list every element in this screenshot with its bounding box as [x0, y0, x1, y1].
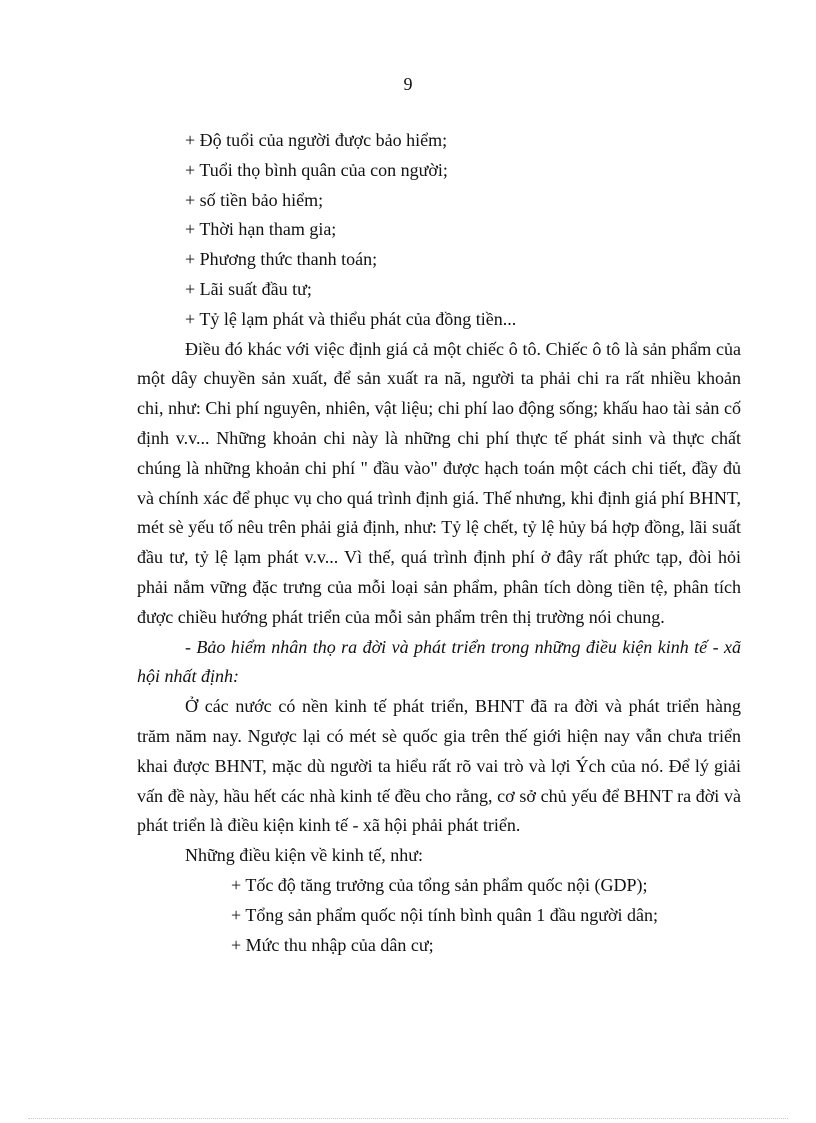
document-body [137, 126, 741, 960]
paragraph: Điều đó khác với việc định giá cả một chiếc ô tô. Chiếc ô tô là sản phẩm của một dây chuyền sản xuất, để sản xuất ra nã, người ta phải chi ra rất nhiều khoản chi, như: Chi phí nguyên, nhiên, vật liệu; chi phí lao động sống; khấu hao tài sản cố định v.v... Những khoản chi này là những chi phí thực tế phát sinh và thực chất chúng là những khoản chi phí " đầu vào" được hạch toán một cách chi tiết, đầy đủ và chính xác để phục vụ cho quá trình định giá. Thế nhưng, khi định giá phí BHNT, mét sè yếu tố nêu trên phải giả định, như: Tỷ lệ chết, tỷ lệ hủy bá hợp đồng, lãi suất đầu tư, tỷ lệ lạm phát v.v... Vì thế, quá trình định phí ở đây rất phức tạp, đòi hỏi phải nắm vững đặc trưng của mỗi loại sản phẩm, phân tích dòng tiền tệ, phân tích được chiều hướng phát triển của mỗi sản phẩm trên thị trường nói chung. [137, 338, 741, 627]
list-item: + Tuổi thọ bình quân của con người; [185, 159, 448, 180]
page-bottom-divider [28, 1118, 788, 1119]
page-number: 9 [403, 74, 413, 94]
list-item: + Lãi suất đầu tư; [185, 278, 312, 299]
list-item: + Phương thức thanh toán; [185, 249, 378, 270]
list-item: + Tổng sản phẩm quốc nội tính bình quân 1 đầu người dân; [231, 904, 659, 925]
list-item: + Tỷ lệ lạm phát và thiểu phát của đồng tiền... [185, 308, 517, 329]
list-item: + số tiền bảo hiểm; [185, 189, 324, 210]
list-item: + Tốc độ tăng trưởng của tổng sản phẩm quốc nội (GDP); [231, 874, 648, 895]
italic-heading: - Bảo hiểm nhân thọ ra đời và phát triển trong những điều kiện kinh tế - xã hội nhất định: [137, 636, 741, 687]
list-item: + Thời hạn tham gia; [185, 219, 337, 240]
paragraph: Những điều kiện về kinh tế, như: [185, 845, 423, 866]
paragraph: Ở các nước có nền kinh tế phát triển, BHNT đã ra đời và phát triển hàng trăm năm nay. Ngược lại có mét sè quốc gia trên thế giới hiện nay vẫn chưa triển khai được BHNT, mặc dù người ta hiểu rất rõ vai trò và lợi Ých của nó. Để lý giải vấn đề này, hầu hết các nhà kinh tế đều cho rằng, cơ sở chủ yếu để BHNT ra đời và phát triển là điều kiện kinh tế - xã hội phải phát triển. [137, 696, 741, 836]
list-item: + Độ tuổi của người được bảo hiểm; [185, 130, 448, 150]
list-item: + Mức thu nhập của dân cư; [231, 934, 434, 955]
